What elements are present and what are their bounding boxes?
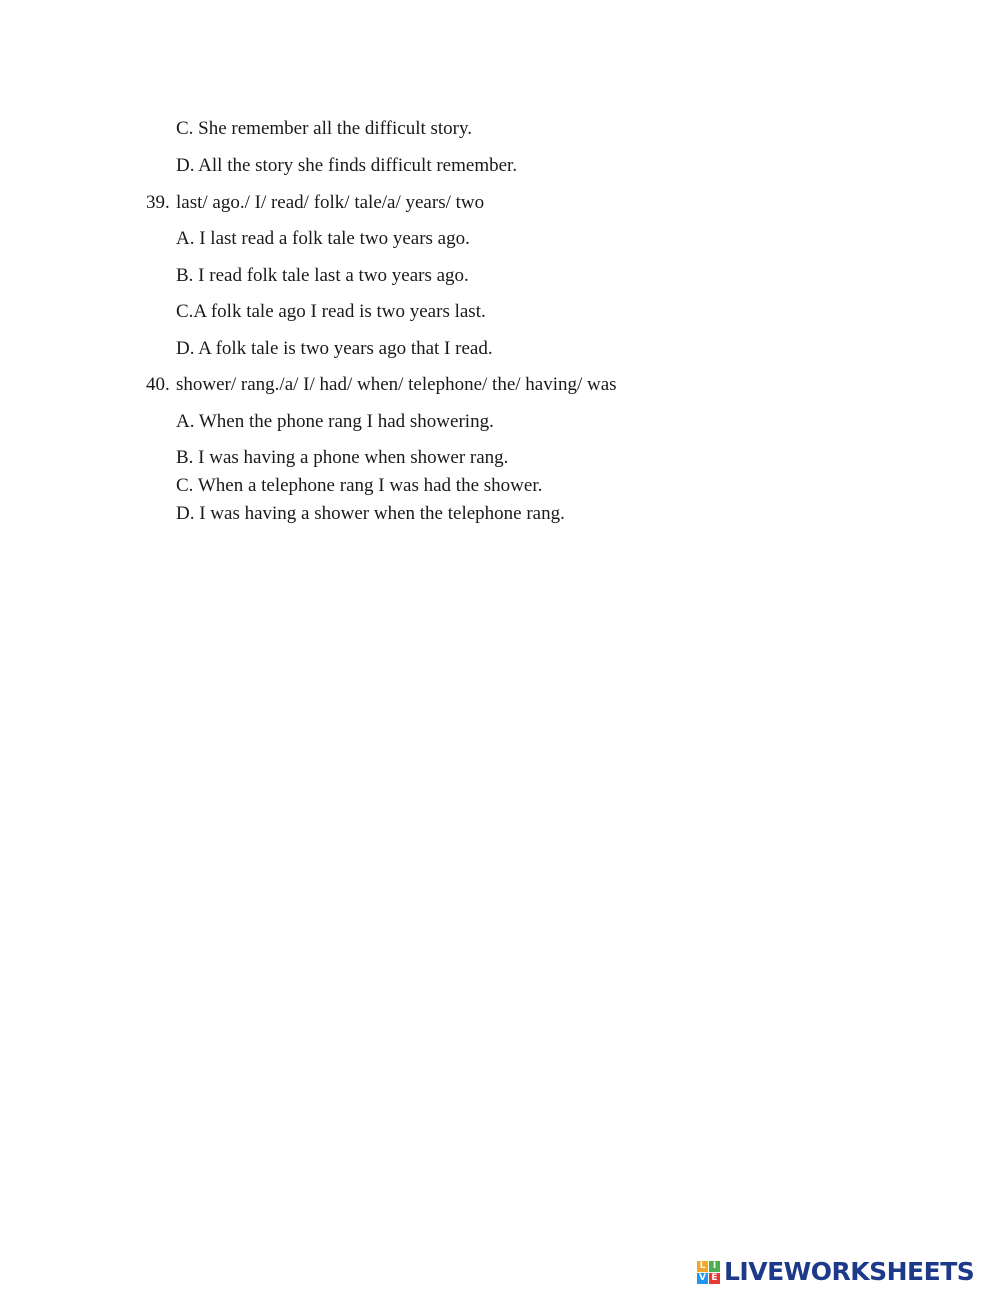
logo-wordmark: LIVEWORKSHEETS — [724, 1257, 975, 1286]
q39-option-d: D. A folk tale is two years ago that I read. — [176, 338, 493, 359]
q39-option-a: A. I last read a folk tale two years ago. — [176, 228, 470, 249]
logo-letter-l: L — [697, 1261, 708, 1272]
q39-option-b: B. I read folk tale last a two years ago. — [176, 265, 469, 286]
q39-option-c: C.A folk tale ago I read is two years last. — [176, 301, 486, 322]
q40-option-d: D. I was having a shower when the telephone rang. — [176, 503, 565, 524]
q38-option-d: D. All the story she finds difficult remember. — [176, 155, 518, 176]
logo-letter-i: I — [709, 1261, 720, 1272]
logo-letter-e: E — [709, 1273, 720, 1284]
liveworksheets-logo — [697, 1258, 974, 1286]
logo-letter-v: V — [697, 1273, 708, 1284]
q40-prompt: shower/ rang./a/ I/ had/ when/ telephone/ the/ having/ was — [176, 374, 617, 395]
q40-number: 40. — [146, 374, 170, 395]
q38-option-c: C. She remember all the difficult story. — [176, 118, 473, 139]
q40-option-b: B. I was having a phone when shower rang. — [176, 447, 509, 468]
q40-option-c: C. When a telephone rang I was had the shower. — [176, 475, 543, 496]
q40-option-a: A. When the phone rang I had showering. — [176, 411, 494, 432]
q39-number: 39. — [146, 192, 170, 213]
logo-mark-icon — [697, 1261, 720, 1284]
q39-prompt: last/ ago./ I/ read/ folk/ tale/a/ years/ two — [176, 192, 485, 213]
